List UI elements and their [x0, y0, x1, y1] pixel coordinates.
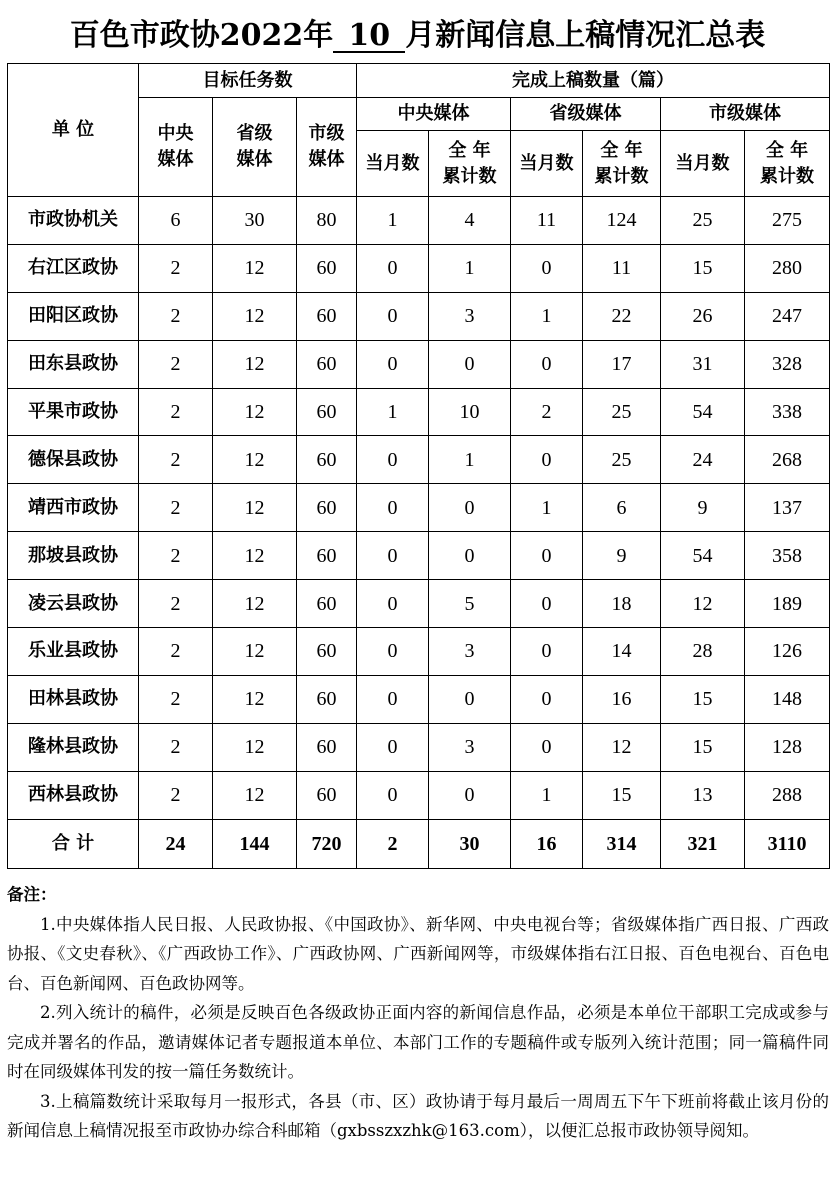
table-row [8, 532, 830, 580]
cell-city-cumulative: 358 [745, 532, 830, 580]
cell-target-provincial: 12 [213, 723, 297, 771]
cell-provincial-monthly: 2 [511, 388, 583, 436]
cell-target-provincial: 12 [213, 244, 297, 292]
table-row [8, 436, 830, 484]
cell-target-central: 6 [139, 197, 213, 245]
cell-unit: 田林县政协 [8, 675, 139, 723]
cell-target-city: 60 [297, 292, 357, 340]
cell-target-central: 2 [139, 292, 213, 340]
header-city-media: 市级媒体 [661, 98, 830, 131]
cell-city-cumulative: 137 [745, 484, 830, 532]
table-row [8, 675, 830, 723]
cell-city-cumulative: 126 [745, 628, 830, 676]
cell-provincial-monthly: 0 [511, 628, 583, 676]
cell-city-monthly: 54 [661, 388, 745, 436]
cell-target-provincial: 12 [213, 580, 297, 628]
cell-unit: 德保县政协 [8, 436, 139, 484]
cell-unit: 靖西市政协 [8, 484, 139, 532]
table-row [8, 723, 830, 771]
cell-provincial-cumulative: 124 [583, 197, 661, 245]
cell-provincial-cumulative: 9 [583, 532, 661, 580]
note-item-1: 1.中央媒体指人民日报、人民政协报、《中国政协》、新华网、中央电视台等；省级媒体指广西日报、广西政协报、《文史春秋》、《广西政协工作》、广西政协网、广西新闻网等，市级媒体指右江日报、百色电视台、百色电台、百色新闻网、百色政协网等。 [7, 914, 829, 993]
cell-total-provincial-monthly: 16 [511, 819, 583, 868]
cell-city-monthly: 12 [661, 580, 745, 628]
document-title [0, 10, 835, 54]
cell-city-cumulative: 280 [745, 244, 830, 292]
cell-city-cumulative: 288 [745, 771, 830, 819]
cell-city-monthly: 24 [661, 436, 745, 484]
cell-provincial-cumulative: 14 [583, 628, 661, 676]
cell-unit: 市政协机关 [8, 197, 139, 245]
cell-city-monthly: 9 [661, 484, 745, 532]
cell-central-monthly: 0 [357, 340, 429, 388]
cell-target-city: 60 [297, 580, 357, 628]
header-city-monthly: 当月数 [661, 131, 745, 197]
cell-central-monthly: 0 [357, 292, 429, 340]
cell-target-central: 2 [139, 771, 213, 819]
cell-unit: 乐业县政协 [8, 628, 139, 676]
cell-provincial-cumulative: 17 [583, 340, 661, 388]
cell-target-city: 60 [297, 436, 357, 484]
cell-target-central: 2 [139, 532, 213, 580]
cell-central-cumulative: 5 [429, 580, 511, 628]
cell-target-provincial: 12 [213, 436, 297, 484]
cell-target-central: 2 [139, 388, 213, 436]
cell-city-cumulative: 328 [745, 340, 830, 388]
cell-central-monthly: 0 [357, 675, 429, 723]
cell-provincial-monthly: 11 [511, 197, 583, 245]
cell-target-city: 60 [297, 723, 357, 771]
cell-provincial-monthly: 1 [511, 771, 583, 819]
cell-target-central: 2 [139, 675, 213, 723]
cell-target-city: 60 [297, 771, 357, 819]
cell-provincial-cumulative: 25 [583, 388, 661, 436]
cell-target-provincial: 12 [213, 292, 297, 340]
cell-provincial-monthly: 0 [511, 723, 583, 771]
cell-provincial-cumulative: 11 [583, 244, 661, 292]
cell-central-cumulative: 0 [429, 532, 511, 580]
cell-target-city: 60 [297, 388, 357, 436]
cell-central-monthly: 0 [357, 771, 429, 819]
cell-unit: 田阳区政协 [8, 292, 139, 340]
summary-table [7, 63, 830, 869]
cell-total-target-city: 720 [297, 819, 357, 868]
header-provincial-monthly: 当月数 [511, 131, 583, 197]
cell-central-monthly: 0 [357, 628, 429, 676]
cell-target-provincial: 12 [213, 532, 297, 580]
cell-city-cumulative: 247 [745, 292, 830, 340]
total-row [8, 819, 830, 868]
table-row [8, 244, 830, 292]
header-target-group: 目标任务数 [139, 64, 357, 98]
cell-target-provincial: 12 [213, 388, 297, 436]
cell-provincial-monthly: 1 [511, 484, 583, 532]
cell-provincial-monthly: 0 [511, 436, 583, 484]
cell-target-provincial: 12 [213, 340, 297, 388]
cell-city-monthly: 15 [661, 723, 745, 771]
cell-provincial-cumulative: 16 [583, 675, 661, 723]
header-unit: 单 位 [8, 64, 139, 197]
cell-unit: 田东县政协 [8, 340, 139, 388]
cell-target-central: 2 [139, 484, 213, 532]
cell-total-target-provincial: 144 [213, 819, 297, 868]
cell-central-monthly: 0 [357, 532, 429, 580]
cell-unit: 隆林县政协 [8, 723, 139, 771]
header-central-monthly: 当月数 [357, 131, 429, 197]
cell-central-cumulative: 3 [429, 628, 511, 676]
cell-target-city: 60 [297, 675, 357, 723]
cell-target-provincial: 30 [213, 197, 297, 245]
table-row [8, 340, 830, 388]
cell-target-central: 2 [139, 244, 213, 292]
cell-city-cumulative: 189 [745, 580, 830, 628]
cell-provincial-cumulative: 15 [583, 771, 661, 819]
cell-city-monthly: 31 [661, 340, 745, 388]
cell-target-provincial: 12 [213, 771, 297, 819]
cell-central-cumulative: 0 [429, 484, 511, 532]
header-central-media: 中央媒体 [357, 98, 511, 131]
header-central-cumulative: 全 年 累计数 [429, 131, 511, 197]
cell-city-cumulative: 148 [745, 675, 830, 723]
header-provincial-media: 省级媒体 [511, 98, 661, 131]
cell-central-cumulative: 0 [429, 675, 511, 723]
cell-provincial-monthly: 0 [511, 340, 583, 388]
cell-central-monthly: 1 [357, 388, 429, 436]
cell-central-monthly: 0 [357, 484, 429, 532]
cell-city-monthly: 25 [661, 197, 745, 245]
cell-city-monthly: 54 [661, 532, 745, 580]
cell-total-central-monthly: 2 [357, 819, 429, 868]
title-suffix: 月新闻信息上稿情况汇总表 [405, 18, 766, 53]
cell-city-monthly: 15 [661, 675, 745, 723]
cell-target-city: 60 [297, 628, 357, 676]
cell-city-cumulative: 338 [745, 388, 830, 436]
cell-central-cumulative: 10 [429, 388, 511, 436]
note-item-3: 3.上稿篇数统计采取每月一报形式，各县（市、区）政协请于每月最后一周周五下午下班前将截止该月份的新闻信息上稿情况报至市政协办综合科邮箱（gxbsszxzhk@163.com），以便汇总报市政协领导阅知。 [7, 1091, 829, 1140]
cell-city-monthly: 28 [661, 628, 745, 676]
table-row [8, 388, 830, 436]
cell-target-central: 2 [139, 628, 213, 676]
cell-central-cumulative: 1 [429, 244, 511, 292]
cell-total-central-cumulative: 30 [429, 819, 511, 868]
cell-provincial-monthly: 0 [511, 244, 583, 292]
cell-central-cumulative: 0 [429, 771, 511, 819]
table-row [8, 580, 830, 628]
note-item-2: 2.列入统计的稿件，必须是反映百色各级政协正面内容的新闻信息作品，必须是本单位干部职工完成或参与完成并署名的作品，邀请媒体记者专题报道本单位、本部门工作的专题稿件或专版列入统计范围；同一篇稿件同时在同级媒体刊发的按一篇任务数统计。 [7, 1003, 829, 1081]
cell-provincial-monthly: 0 [511, 675, 583, 723]
cell-provincial-cumulative: 6 [583, 484, 661, 532]
notes-label: 备注： [7, 885, 57, 904]
cell-provincial-monthly: 0 [511, 580, 583, 628]
cell-total-city-cumulative: 3110 [745, 819, 830, 868]
cell-provincial-cumulative: 25 [583, 436, 661, 484]
cell-provincial-cumulative: 18 [583, 580, 661, 628]
cell-central-cumulative: 4 [429, 197, 511, 245]
cell-target-city: 60 [297, 484, 357, 532]
cell-unit: 右江区政协 [8, 244, 139, 292]
title-prefix: 百色市政协2022年 [69, 18, 334, 53]
cell-target-city: 60 [297, 340, 357, 388]
cell-city-cumulative: 275 [745, 197, 830, 245]
cell-total-city-monthly: 321 [661, 819, 745, 868]
table-row [8, 197, 830, 245]
cell-central-cumulative: 3 [429, 723, 511, 771]
cell-central-monthly: 0 [357, 580, 429, 628]
header-done-group: 完成上稿数量（篇） [357, 64, 830, 98]
table-row [8, 628, 830, 676]
cell-total-target-central: 24 [139, 819, 213, 868]
header-city-cumulative: 全 年 累计数 [745, 131, 830, 197]
cell-unit: 那坡县政协 [8, 532, 139, 580]
cell-total-provincial-cumulative: 314 [583, 819, 661, 868]
title-month: 10 [333, 21, 405, 53]
cell-city-cumulative: 128 [745, 723, 830, 771]
cell-city-cumulative: 268 [745, 436, 830, 484]
cell-central-monthly: 0 [357, 723, 429, 771]
cell-unit: 平果市政协 [8, 388, 139, 436]
cell-city-monthly: 26 [661, 292, 745, 340]
cell-total-label: 合 计 [8, 819, 139, 868]
cell-city-monthly: 15 [661, 244, 745, 292]
cell-target-central: 2 [139, 580, 213, 628]
cell-unit: 西林县政协 [8, 771, 139, 819]
header-target-provincial: 省级 媒体 [213, 98, 297, 197]
cell-provincial-cumulative: 12 [583, 723, 661, 771]
cell-provincial-monthly: 1 [511, 292, 583, 340]
header-target-city: 市级 媒体 [297, 98, 357, 197]
cell-central-cumulative: 3 [429, 292, 511, 340]
cell-central-cumulative: 0 [429, 340, 511, 388]
cell-city-monthly: 13 [661, 771, 745, 819]
cell-target-provincial: 12 [213, 628, 297, 676]
cell-target-provincial: 12 [213, 484, 297, 532]
cell-target-city: 80 [297, 197, 357, 245]
cell-target-provincial: 12 [213, 675, 297, 723]
cell-target-central: 2 [139, 340, 213, 388]
table-row [8, 484, 830, 532]
cell-target-city: 60 [297, 532, 357, 580]
cell-central-monthly: 1 [357, 197, 429, 245]
cell-unit: 凌云县政协 [8, 580, 139, 628]
cell-central-monthly: 0 [357, 436, 429, 484]
cell-provincial-monthly: 0 [511, 532, 583, 580]
cell-target-central: 2 [139, 723, 213, 771]
cell-target-central: 2 [139, 436, 213, 484]
header-target-central: 中央 媒体 [139, 98, 213, 197]
table-row [8, 771, 830, 819]
table-row [8, 292, 830, 340]
cell-central-cumulative: 1 [429, 436, 511, 484]
cell-target-city: 60 [297, 244, 357, 292]
header-provincial-cumulative: 全 年 累计数 [583, 131, 661, 197]
cell-provincial-cumulative: 22 [583, 292, 661, 340]
notes-section [7, 880, 829, 1146]
cell-central-monthly: 0 [357, 244, 429, 292]
